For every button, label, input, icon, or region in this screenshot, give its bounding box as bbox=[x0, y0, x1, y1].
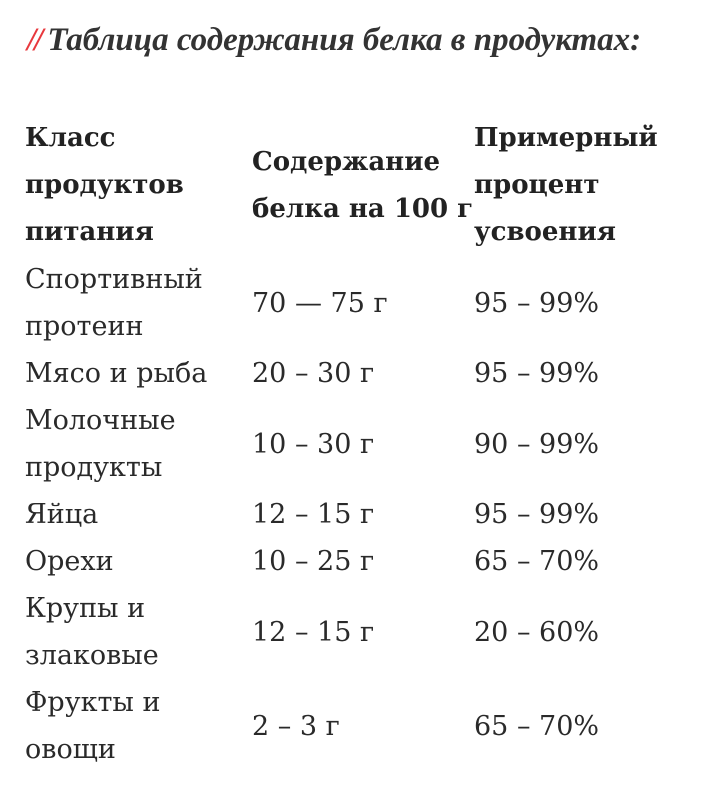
cell-absorption: 90 – 99% bbox=[474, 428, 600, 460]
header-protein: Содержание белка на 100 г bbox=[252, 146, 474, 224]
page-title bbox=[27, 22, 641, 59]
table-row bbox=[25, 350, 704, 397]
cell-category: Фрукты и овощи bbox=[25, 687, 161, 765]
cell-protein: 10 – 25 г bbox=[252, 546, 375, 577]
cell-category: Молочные продукты bbox=[25, 405, 176, 483]
cell-protein: 12 – 15 г bbox=[252, 616, 375, 648]
cell-absorption: 65 – 70% bbox=[474, 546, 600, 577]
table-row bbox=[25, 679, 704, 773]
table-row bbox=[25, 491, 704, 538]
cell-absorption: 95 – 99% bbox=[474, 287, 600, 319]
header-absorption: Примерный процент усвоения bbox=[474, 123, 658, 247]
cell-protein: 2 – 3 г bbox=[252, 710, 340, 742]
cell-category: Спортивный протеин bbox=[25, 264, 203, 342]
cell-absorption: 65 – 70% bbox=[474, 710, 600, 742]
table-row bbox=[25, 397, 704, 491]
cell-absorption: 20 – 60% bbox=[474, 616, 600, 648]
table-row bbox=[25, 256, 704, 350]
cell-absorption: 95 – 99% bbox=[474, 358, 600, 389]
protein-table bbox=[25, 115, 704, 773]
cell-category: Крупы и злаковые bbox=[25, 593, 159, 671]
cell-category: Яйца bbox=[25, 499, 99, 530]
cell-protein: 20 – 30 г bbox=[252, 358, 375, 389]
cell-category: Орехи bbox=[25, 546, 114, 577]
cell-absorption: 95 – 99% bbox=[474, 499, 600, 530]
title-text: Таблица содержания белка в продуктах: bbox=[47, 22, 642, 58]
cell-category: Мясо и рыба bbox=[25, 358, 208, 389]
table-row bbox=[25, 585, 704, 679]
table-header-row bbox=[25, 115, 704, 256]
header-category: Класс продуктов питания bbox=[25, 123, 184, 247]
table-row bbox=[25, 538, 704, 585]
cell-protein: 70 — 75 г bbox=[252, 287, 388, 319]
title-slashes: // bbox=[27, 22, 42, 58]
cell-protein: 12 – 15 г bbox=[252, 499, 375, 530]
cell-protein: 10 – 30 г bbox=[252, 428, 375, 460]
